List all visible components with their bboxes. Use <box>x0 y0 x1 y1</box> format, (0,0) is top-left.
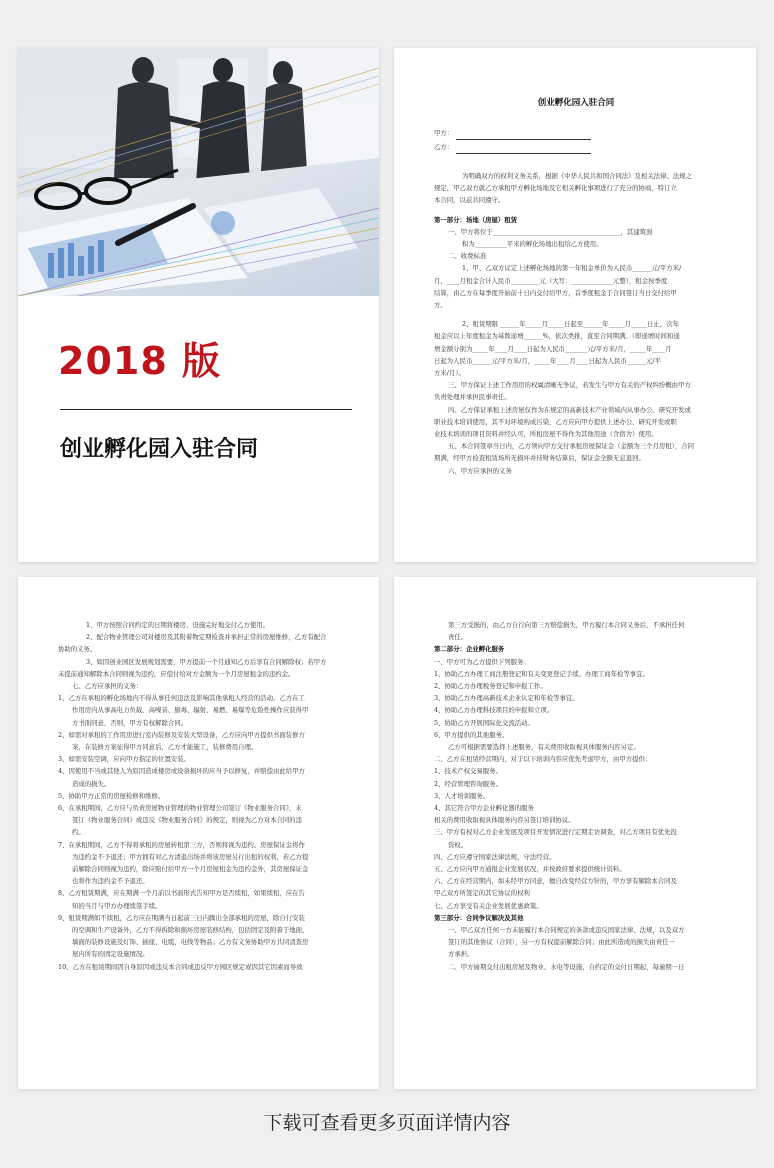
page-4-content <box>394 577 756 973</box>
contract-text-line: 六、甲方应承担的义务 <box>448 466 512 475</box>
contract-text-line: 租金应以上年度租金为基数递增______%，依次类推，直至合同期满。（即递增时间和递 <box>434 332 680 341</box>
party-a-blank <box>456 132 591 140</box>
contract-text-line: 4、因使用不当或其他人为原因造成楼房或设备损坏的应当予以修复，并赔偿由此给甲方 <box>58 767 305 776</box>
page-2-content <box>394 48 756 477</box>
contract-text-line: 第三方受损的，由乙方自行向第三方赔偿损失，甲方履行本合同义务后，不承担任何 <box>448 621 685 629</box>
contract-text-line: 3、如需安装空调，应向甲方指定的位置安装。 <box>58 755 190 764</box>
party-a-label: 甲方： <box>434 129 454 137</box>
contract-title: 创业孵化园入驻合同 <box>537 98 615 108</box>
download-more-caption: 下载可查看更多页面详情内容 <box>263 1112 511 1134</box>
contract-text-line: 8、乙方租赁期满，应在期满一个月前以书面形式告知甲方是否续租，如果续租，应在告 <box>58 889 305 898</box>
section-heading: 第二部分：企业孵化服务 <box>434 645 505 654</box>
contract-text-line: 四、乙方应遵守国家法律法规，守法经营。 <box>434 852 556 861</box>
contract-text-line: 7、在承租期间，乙方不得将承租的房屋转租第三方，否则将视为违约。房屋保证金将作 <box>58 840 305 849</box>
contract-text-line: 一、甲方可为乙方提供下列服务： <box>434 657 530 666</box>
party-a-line <box>434 126 718 140</box>
contract-text-line: 方书面同意，否则，甲方有权解除合同。 <box>72 718 188 727</box>
contract-text-line: 相关的费用收取视具体服务内容另签订培训协议。 <box>434 816 575 825</box>
page-3-content <box>18 577 379 973</box>
contract-text-line: 积为__________平米的孵化场地出租给乙方使用。 <box>462 240 603 249</box>
contract-text-line: 甲乙双方所签定的其它协议的权利 <box>434 889 530 898</box>
cover-title: 创业孵化园入驻合同 <box>60 437 259 462</box>
contract-text-line: 五、乙方应向甲方通报企业发展状况，并按政府要求提供统计资料。 <box>434 865 626 874</box>
contract-text-line: 负责处理并承担民事责任。 <box>434 393 511 402</box>
contract-text-line: 增金额分别为_____年____月____日起为人民币_______元/平方米/月，_____年____月 <box>434 344 672 353</box>
contract-text-line: 约。 <box>72 828 85 837</box>
contract-text-line: 1、协助乙方办理工商注册登记和有关变更登记手续、办理工商年检等事宜。 <box>434 669 649 678</box>
contract-text-line: 知的当月与甲方办理续签手续。 <box>72 901 162 910</box>
contract-text-line: 3、如因创业园区发展规划需要，甲方提前一个月通知乙方后享有合同解除权；若甲方 <box>86 657 327 666</box>
page-4-lines <box>434 619 718 973</box>
contract-text-line: 日起为人民币______元/平方米/月，_____年____月____日起为人民币______元/平 <box>434 356 661 365</box>
cover-page <box>18 48 379 562</box>
contract-text-line: 2、租赁期限 ______年_____月_____日起至______年_____月_____日止，次年 <box>462 320 679 329</box>
contract-text-line: 二、乙方在租赁经营期内，对于以下培训内容应优先考虑甲方，由甲方提供： <box>434 755 652 764</box>
party-b-line <box>434 140 718 154</box>
contract-text-line: 结算，由乙方在每季度开始前十日内交付给甲方，首季度租金于合同签订当日交付给甲 <box>434 288 677 297</box>
contract-text-line: 三、甲方有权对乙方企业发展及项目开发情况进行定期走访调查，对乙方项目有优先投 <box>434 828 677 837</box>
cover-business-photo <box>18 48 379 296</box>
contract-text-line: 规定，甲乙双方就乙方承租甲方孵化场地及它相关孵化事项进行了充分的协商，特订立 <box>434 184 677 193</box>
contract-text-line: 一、甲方将位于________________________________________，其建筑面 <box>448 227 653 236</box>
contract-text-line: 作用房内从事高电力负载、高噪音、厨毒、辐射、易燃、易爆等危险性操作应获得甲 <box>72 706 309 715</box>
contract-text-line: 墙面的装修设施及灯饰、插座、电缆、电线等物品；乙方有义务协助甲方共同清查房 <box>72 938 309 947</box>
contract-page-2 <box>394 48 756 562</box>
contract-text-line: 方。 <box>434 301 447 310</box>
contract-text-line: 方承担。 <box>448 950 474 959</box>
contract-text-line: 方米/月）。 <box>434 369 465 378</box>
contract-text-line: 协助的义务。 <box>58 645 97 654</box>
contract-text-line: 的空调和生产设备外，乙方不得拆除和损坏房屋装修结构，包括固定及附着于地面、 <box>72 926 309 935</box>
contract-text-line: 1、甲、乙双方议定上述孵化场地的第一年租金单价为人民币______元/平方米/ <box>462 264 682 273</box>
contract-text-line: 4、其它符合甲方企业孵化器的服务 <box>434 804 534 813</box>
contract-text-line: 为明确双方的权利义务关系，根据《中华人民共和国合同法》及相关法律、法规之 <box>462 172 693 180</box>
contract-text-line: 5、协助乙方开展国际化交流活动。 <box>434 718 534 727</box>
page-3-lines <box>58 619 341 973</box>
contract-text-line: 为违约金不予退还；甲方拥有对乙方清退出场并将该房屋另行出租的权利，若乙方提 <box>72 852 309 861</box>
cover-year-label: 2018 版 <box>58 339 221 383</box>
contract-text-line: 职业技术培训使用，其不对环境构成污染，乙方应向甲方提供上述办公、研究开发或职 <box>434 417 677 426</box>
contract-text-line: 前解除合同则视为违约，除应赔付给甲方一个月房屋租金为违约金外，其房屋保证金 <box>72 865 309 874</box>
contract-text-line: 2、协助乙方办理税务登记和申报工作。 <box>434 682 547 691</box>
contract-text-line: 6、甲方提供的其他服务。 <box>434 730 509 739</box>
page-2-lines <box>434 170 718 477</box>
contract-text-line: 未提前通知解除本合同则视为违约，应偿付给对方金额为一个月房屋租金的违约金。 <box>58 669 295 678</box>
contract-text-line: 六、乙方在经营期内，如未经甲方同意，擅自改变经营方针的，甲方享有解除本合同及 <box>434 877 677 886</box>
contract-text-line: 二、收费标准 <box>448 252 487 261</box>
contract-text-line: 5、协助甲方正常的房屋检修和维修。 <box>58 791 165 800</box>
contract-text-line: 10、乙方在租赁期间因自身原因或违反本合同或违反甲方园区规定或因其它因素而导致 <box>58 962 303 971</box>
contract-text-line: 4、协助乙方办理科技项目的申报和立项。 <box>434 706 554 715</box>
contract-text-line: 1、技术产权交易服务。 <box>434 767 502 776</box>
contract-text-line: 屋内所有的固定设施情况。 <box>72 950 149 959</box>
contract-text-line: 业技术培训的项目资料并经认可，所租房屋不得作为其他用途（含宿舍）使用。 <box>434 430 658 439</box>
contract-text-line: 也将作为违约金不予退还。 <box>72 877 149 886</box>
contract-page-3 <box>18 577 379 1089</box>
contract-text-line: 9、租赁期满如不续租，乙方应在期满当日起前三日内腾出全部承租的房屋，除自行安装 <box>58 913 305 922</box>
contract-text-line: 七、乙方应承担的义务： <box>72 682 143 691</box>
contract-text-line: 签订《物业服务合同》或违反《物业服务合同》的规定，则视为乙方对本合同的违 <box>72 816 303 825</box>
contract-page-4 <box>394 577 756 1089</box>
contract-text-line: 3、协助乙方办理高新技术企业认定和年检等事宜。 <box>434 694 579 703</box>
contract-text-line: 一、甲乙双方任何一方未能履行本合同规定的条款或违反国家法律、法规，以及双方 <box>448 926 685 935</box>
section-heading: 第一部分：场地（房屋）租赁 <box>434 215 518 224</box>
contract-text-line: 1、甲方按照合同约定的日期将楼房、设施完好地交付乙方使用。 <box>86 621 270 629</box>
contract-text-line: 本合同，以兹共同遵守。 <box>434 196 505 205</box>
contract-text-line: 2、配合物业管理公司对楼房及其附着物定期检查并承担正常的房屋维修，乙方有配合 <box>86 633 327 642</box>
contract-text-line: 月，____月租金合计人民币_________元（大写：_____________元整），租金按季度 <box>434 276 668 285</box>
section-heading: 第三部分：合同争议解决及其他 <box>434 913 524 922</box>
contract-text-line: 乙方可根据需要选择上述服务，有关费用收取视具体服务内容另定。 <box>448 743 640 752</box>
contract-text-line: 3、人才培训服务。 <box>434 791 490 800</box>
cover-divider <box>60 409 352 410</box>
contract-text-line: 三、甲方保证上述工作用房的权属清晰无争议，若发生与甲方有关的产权纠纷概由甲方 <box>448 381 691 390</box>
contract-text-line: 四、乙方保证承租上述房屋仅作为在规定的高新技术产业领域内从事办公、研究开发或 <box>448 405 691 414</box>
contract-text-line: 1、乙方在承租的孵化场地内不得从事任何违法及影响其他承租人经营的活动。乙方在工 <box>58 694 305 703</box>
party-b-blank <box>456 146 591 154</box>
contract-text-line: 2、如需对承租的工作用房进行室内装修及安装大型设备，乙方应向甲方提供书面装修方 <box>58 730 305 739</box>
contract-text-line: 二、甲方逾期交付出租房屋及物业、水电等设施，自约定的交付日期起，每逾期一日 <box>448 962 685 971</box>
contract-text-line: 责任。 <box>448 633 468 642</box>
party-b-label: 乙方： <box>434 143 454 151</box>
contract-text-line: 七、乙方享受有关企业发展优惠政策。 <box>434 901 543 910</box>
contract-text-line: 2、经营管理咨询服务。 <box>434 779 502 788</box>
contract-text-line: 期满，经甲方检查租赁场所无损坏并待财务结算后，保证金全额无息退回。 <box>434 454 645 463</box>
contract-text-line: 案，在装修方案征得甲方同意后，乙方才能施工，装修费用自理。 <box>72 743 258 752</box>
contract-text-line: 资权。 <box>448 840 468 849</box>
contract-text-line: 6、在承租期间，乙方应与负责房屋物业管理的物业管理公司签订《物业服务合同》，未 <box>58 804 302 813</box>
contract-text-line: 五、本合同签章当日内，乙方须向甲方交付承租房屋保证金（金额为三个月房租），合同 <box>448 442 695 451</box>
contract-text-line: 签订的其他协议（合同），另一方有权提前解除合同；由此所造成的损失由责任一 <box>448 938 675 947</box>
contract-text-line: 造成的损失。 <box>72 779 111 788</box>
